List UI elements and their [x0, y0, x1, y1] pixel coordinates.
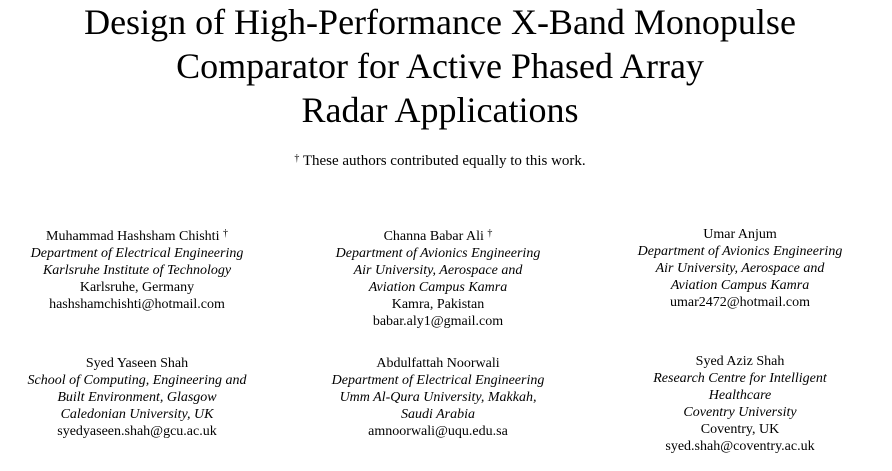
author-block-noorwali: [298, 355, 578, 440]
dagger-mark: †: [222, 228, 228, 239]
paper-title: [0, 0, 880, 132]
author-location: Coventry, UK: [700, 422, 780, 437]
author-block-ali: [298, 228, 578, 330]
author-department: Department of Electrical Engineering: [30, 246, 244, 261]
author-department: Department of Avionics Engineering: [637, 244, 843, 259]
author-name: Muhammad Hashsham Chishti †: [46, 228, 228, 244]
dagger-mark: †: [294, 153, 300, 164]
author-name: Channa Babar Ali †: [383, 228, 493, 244]
author-location: Kamra, Pakistan: [391, 297, 485, 312]
author-name: Syed Yaseen Shah: [85, 356, 189, 371]
author-organization: Coventry University: [683, 405, 797, 420]
author-email: syed.shah@coventry.ac.uk: [665, 439, 815, 454]
author-email: umar2472@hotmail.com: [669, 295, 811, 310]
author-organization: Air University, Aerospace and: [353, 263, 523, 278]
author-department: Healthcare: [708, 388, 772, 403]
author-organization: Caledonian University, UK: [60, 407, 214, 422]
author-organization: Aviation Campus Kamra: [368, 280, 508, 295]
author-organization: Karlsruhe Institute of Technology: [42, 263, 232, 278]
author-block-chishti: [0, 228, 277, 313]
title-line: Radar Applications: [301, 90, 579, 130]
author-department: Department of Avionics Engineering: [335, 246, 541, 261]
author-name: Syed Aziz Shah: [695, 354, 785, 369]
author-email: amnoorwali@uqu.edu.sa: [368, 424, 508, 439]
author-location: Karlsruhe, Germany: [79, 280, 195, 295]
dagger-mark: †: [487, 228, 493, 239]
title-line: Design of High-Performance X-Band Monopulse: [84, 2, 796, 42]
author-department: Department of Electrical Engineering: [331, 373, 545, 388]
author-block-aziz-shah: [600, 353, 880, 455]
title-line: Comparator for Active Phased Array: [176, 46, 704, 86]
author-organization: Aviation Campus Kamra: [670, 278, 810, 293]
author-email: babar.aly1@gmail.com: [372, 314, 504, 329]
author-department: Built Environment, Glasgow: [57, 390, 217, 405]
author-organization: Air University, Aerospace and: [655, 261, 825, 276]
author-email: syedyaseen.shah@gcu.ac.uk: [57, 424, 217, 439]
author-department: School of Computing, Engineering and: [27, 373, 247, 388]
note-text: These authors contributed equally to this work.: [302, 153, 586, 169]
author-block-anjum: [600, 226, 880, 311]
equal-contribution-note: [0, 152, 880, 170]
author-organization: Saudi Arabia: [400, 407, 476, 422]
author-email: hashshamchishti@hotmail.com: [49, 297, 225, 312]
author-organization: Umm Al-Qura University, Makkah,: [339, 390, 537, 405]
author-name: Umar Anjum: [703, 227, 777, 242]
author-name: Abdulfattah Noorwali: [376, 356, 500, 371]
author-block-yaseen-shah: [0, 355, 277, 440]
author-department: Research Centre for Intelligent: [653, 371, 827, 386]
